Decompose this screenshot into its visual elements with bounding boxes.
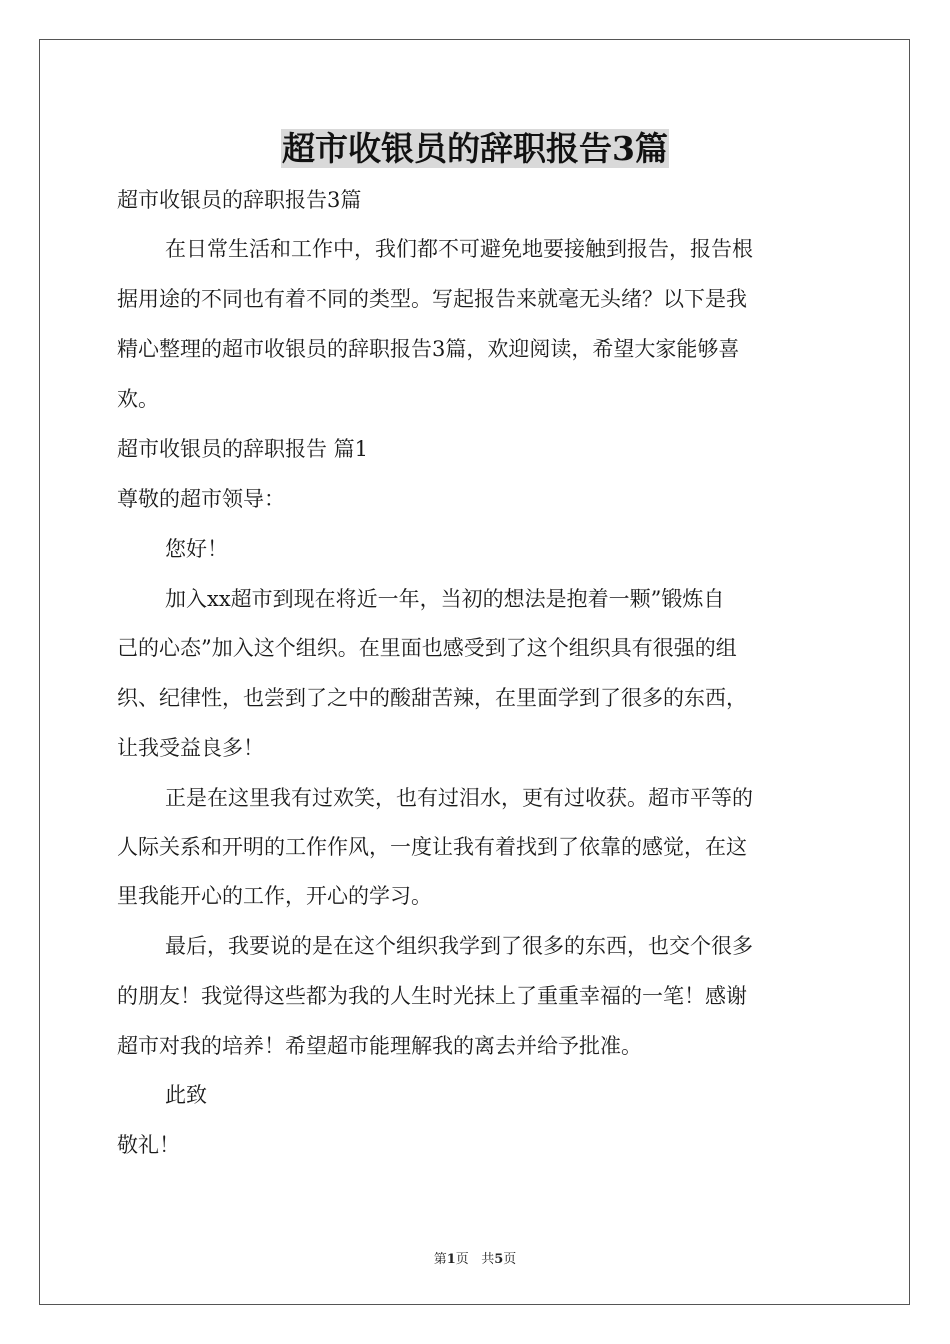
closing-regards: 敬礼！ (117, 1133, 180, 1157)
paragraph-line: 精心整理的超市收银员的辞职报告3篇，欢迎阅读，希望大家能够喜 (117, 337, 740, 361)
paragraph-line: 超市对我的培养！希望超市能理解我的离去并给予批准。 (117, 1034, 642, 1058)
salutation: 尊敬的超市领导： (117, 487, 285, 511)
paragraph-line: 最后，我要说的是在这个组织我学到了很多的东西，也交个很多 (165, 934, 753, 958)
paragraph-line: 织、纪律性，也尝到了之中的酸甜苦辣，在里面学到了很多的东西， (117, 686, 747, 710)
page-footer: 第1页 共5页 (433, 1252, 517, 1267)
closing: 此致 (165, 1083, 207, 1107)
greeting: 您好！ (165, 537, 228, 561)
document-title: 超市收银员的辞职报告3篇 (282, 129, 668, 168)
subtitle-line: 超市收银员的辞职报告3篇 (117, 188, 362, 212)
paragraph-line: 里我能开心的工作，开心的学习。 (117, 884, 432, 908)
paragraph-line: 正是在这里我有过欢笑，也有过泪水，更有过收获。超市平等的 (165, 786, 753, 810)
total-pages: 5 (494, 1252, 504, 1267)
paragraph-line: 欢。 (117, 387, 159, 411)
paragraph-line: 人际关系和开明的工作作风，一度让我有着找到了依靠的感觉，在这 (117, 835, 747, 859)
paragraph-line: 在日常生活和工作中，我们都不可避免地要接触到报告，报告根 (165, 237, 753, 261)
paragraph-line: 己的心态”加入这个组织。在里面也感受到了这个组织具有很强的组 (117, 636, 737, 660)
paragraph-line: 让我受益良多！ (117, 736, 264, 760)
page-number: 1 (446, 1252, 456, 1267)
page-border (39, 39, 910, 1305)
paragraph-line: 的朋友！我觉得这些都为我的人生时光抹上了重重幸福的一笔！感谢 (117, 984, 747, 1008)
section-heading: 超市收银员的辞职报告 篇1 (117, 437, 369, 461)
paragraph-line: 加入xx超市到现在将近一年，当初的想法是抱着一颗”锻炼自 (165, 587, 725, 611)
paragraph-line: 据用途的不同也有着不同的类型。写起报告来就毫无头绪？以下是我 (117, 287, 747, 311)
